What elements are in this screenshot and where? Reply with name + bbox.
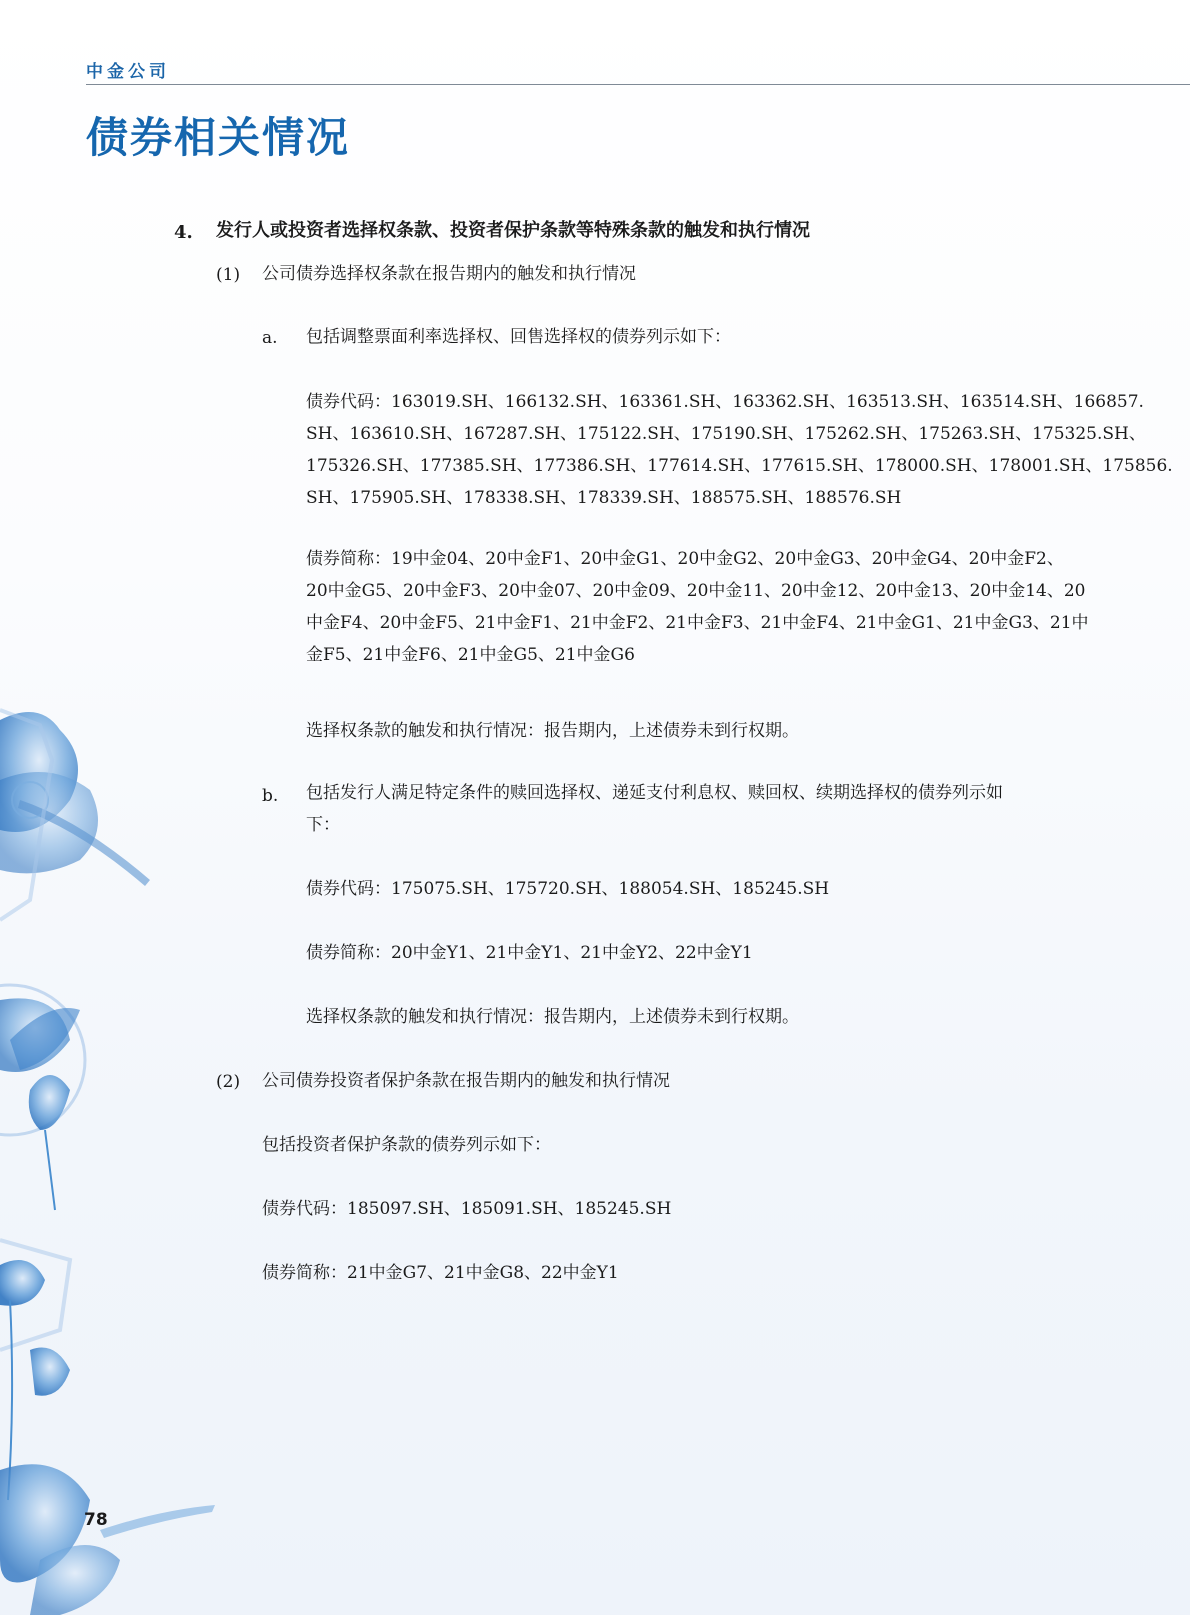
list-marker-a: a.: [262, 328, 278, 348]
item-number: 4.: [174, 222, 193, 243]
text-line: 金F5、21中金F6、21中金G5、21中金G6: [306, 645, 635, 665]
bond-names-b: 债券简称：20中金Y1、21中金Y1、21中金Y2、22中金Y1: [306, 943, 753, 963]
header-rule: [86, 84, 1190, 85]
status-b: 选择权条款的触发和执行情况：报告期内，上述债券未到行权期。: [306, 1007, 799, 1027]
text-line: SH、163610.SH、167287.SH、175122.SH、175190.SH、175262.SH、175263.SH、175325.SH、: [306, 424, 1146, 444]
item-heading: 发行人或投资者选择权条款、投资者保护条款等特殊条款的触发和执行情况: [216, 220, 810, 241]
sub-heading-2: 公司债券投资者保护条款在报告期内的触发和执行情况: [262, 1071, 670, 1091]
section-title: 债券相关情况: [86, 113, 351, 162]
page-number: 78: [84, 1510, 108, 1530]
bond-codes-a: [306, 386, 1173, 514]
text-line: 175326.SH、177385.SH、177386.SH、177614.SH、177615.SH、178000.SH、178001.SH、175856.: [306, 456, 1173, 476]
list-marker-b: b.: [262, 786, 279, 806]
text-line: SH、175905.SH、178338.SH、178339.SH、188575.SH、188576.SH: [306, 488, 902, 508]
intro-b: [306, 777, 1003, 841]
bond-codes-2: 债券代码：185097.SH、185091.SH、185245.SH: [262, 1199, 672, 1219]
bond-codes-b: 债券代码：175075.SH、175720.SH、188054.SH、185245.SH: [306, 879, 830, 899]
text-line: 中金F4、20中金F5、21中金F1、21中金F2、21中金F3、21中金F4、21中金G1、21中金G3、21中: [306, 613, 1089, 633]
sub-number-2: (2): [216, 1072, 241, 1092]
status-a: 选择权条款的触发和执行情况：报告期内，上述债券未到行权期。: [306, 721, 799, 741]
bond-names-2: 债券简称：21中金G7、21中金G8、22中金Y1: [262, 1263, 619, 1283]
text-line: 包括发行人满足特定条件的赎回选择权、递延支付利息权、赎回权、续期选择权的债券列示如: [306, 783, 1003, 803]
text-line: 20中金G5、20中金F3、20中金07、20中金09、20中金11、20中金12、20中金13、20中金14、20: [306, 581, 1086, 601]
text-line: 债券简称：19中金04、20中金F1、20中金G1、20中金G2、20中金G3、20中金G4、20中金F2、: [306, 549, 1064, 569]
sub-heading-1: 公司债券选择权条款在报告期内的触发和执行情况: [262, 264, 636, 284]
text-line: 下：: [306, 815, 340, 835]
intro-2: 包括投资者保护条款的债券列示如下：: [262, 1135, 551, 1155]
company-name: 中金公司: [86, 62, 170, 82]
sub-number-1: (1): [216, 265, 241, 285]
intro-a: 包括调整票面利率选择权、回售选择权的债券列示如下：: [306, 327, 731, 347]
text-line: 债券代码：163019.SH、166132.SH、163361.SH、163362.SH、163513.SH、163514.SH、166857.: [306, 392, 1144, 412]
floral-decoration: [0, 0, 230, 1615]
bond-names-a: [306, 543, 1089, 671]
